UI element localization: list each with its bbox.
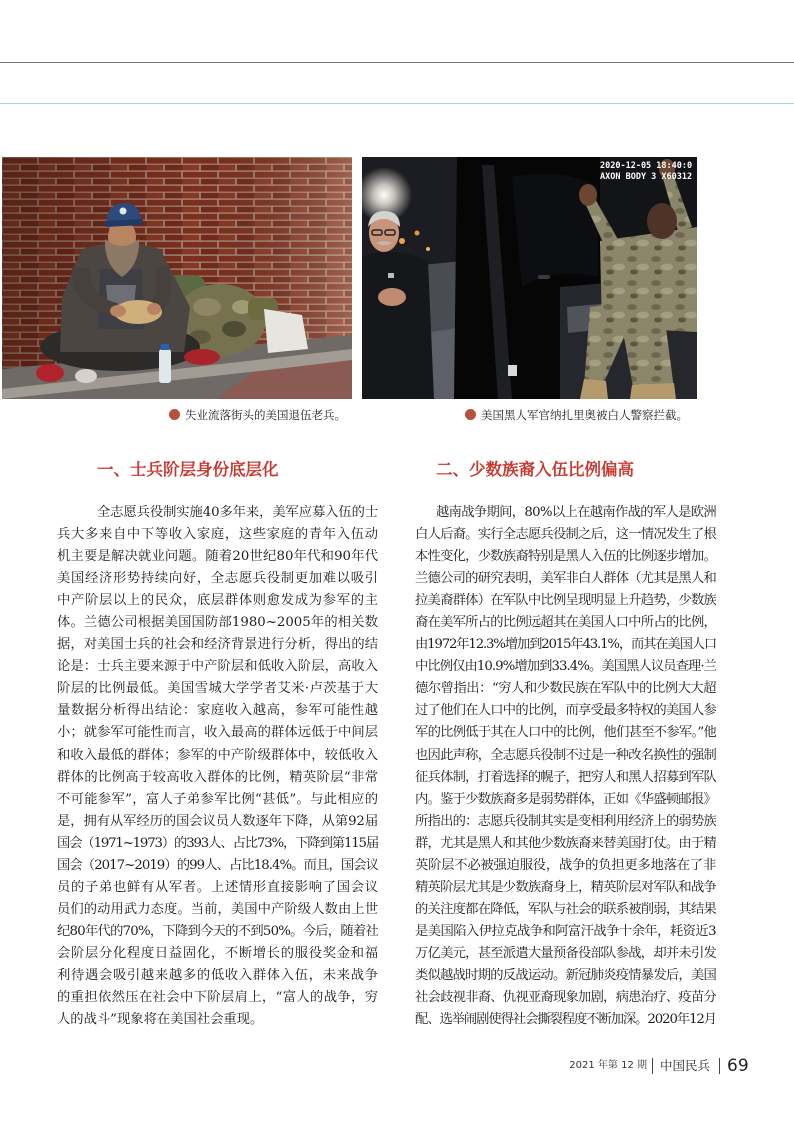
caption-bullet-icon [169, 409, 180, 420]
body-line: 过了他们在人口中的比例，而享受最多特权的美国人参 [415, 703, 716, 719]
body-line: 万亿美元，甚至派遣大量预备役部队参战，却并未引发 [415, 945, 716, 961]
body-line: 中比例仅由10.9%增加到33.4%。美国黑人议员查理·兰 [415, 659, 716, 675]
body-line: 社会歧视非裔、仇视亚裔现象加剧，病患治疗、疫苗分 [415, 990, 716, 1006]
body-line: 国会（1971~1973）的393人、占比73%，下降到第115届 [57, 835, 378, 851]
body-line: 裔在美军所占的比例远超其在美国人口中所占的比例， [415, 615, 716, 631]
body-line: 全志愿兵役制实施40多年来，美军应募入伍的士 [97, 505, 378, 520]
header-rule-gray [0, 62, 794, 63]
body-line: 员的子弟也鲜有从军者。上述情形直接影响了国会议 [57, 879, 378, 895]
body-line: 类似越战时期的反战运动。新冠肺炎疫情暴发后，美国 [415, 967, 716, 983]
body-line: 群体的比例高于较高收入群体的比例，精英阶层“非常 [57, 769, 378, 785]
body-line: 国会（2017~2019）的99人、占比18.4%。而且，国会议 [57, 857, 378, 873]
header-rule-blue [0, 103, 794, 104]
body-line: 量数据分析得出结论：家庭收入越高，参军可能性越 [57, 703, 378, 719]
body-line: 机主要是解决就业问题。随着20世纪80年代和90年代 [57, 549, 378, 565]
body-line: 拉美裔群体）在军队中比例呈现明显上升趋势，少数族 [415, 593, 716, 609]
body-line: 会阶层分化程度日益固化，不断增长的服役奖金和福 [57, 945, 378, 961]
body-line: 和收入最低的群体；参军的中产阶级群体中，较低收入 [57, 747, 378, 763]
footer-divider [719, 1058, 720, 1074]
caption-bullet-icon [465, 409, 476, 420]
bodycam-timestamp: 2020-12-05 18:40:0 [600, 161, 693, 171]
body-line: 论是：士兵主要来源于中产阶层和低收入阶层，高收入 [57, 659, 378, 675]
caption-text: 失业流落街头的美国退伍老兵。 [185, 408, 346, 422]
body-line: 中产阶层以上的民众，底层群体则愈发成为参军的主 [57, 593, 378, 609]
body-line: 的关注度都在降低，军队与社会的联系被削弱，其结果 [415, 901, 716, 917]
body-line: 白人后裔。实行全志愿兵役制之后，这一情况发生了根 [415, 527, 716, 543]
body-line: 兵大多来自中下等收入家庭，这些家庭的青年入伍动 [57, 527, 378, 543]
police-stop-photo [362, 157, 697, 399]
caption-text: 美国黑人军官纳扎里奥被白人警察拦截。 [481, 408, 688, 422]
body-line: 兰德公司的研究表明，美军非白人群体（尤其是黑人和 [415, 571, 716, 587]
body-line: 的重担依然压在社会中下阶层肩上，“富人的战争，穷 [57, 990, 378, 1006]
body-line: 不可能参军”，富人子弟参军比例“甚低”。与此相应的 [57, 791, 378, 807]
body-line: 据，对美国士兵的社会和经济背景进行分析，得出的结 [57, 637, 378, 653]
photo-caption-right [465, 407, 688, 423]
body-line: 人的战斗”现象将在美国社会重现。 [57, 1012, 264, 1028]
body-line: 体。兰德公司根据美国国防部1980~2005年的相关数 [57, 615, 378, 631]
section-heading-2: 二、少数族裔入伍比例偏高 [436, 460, 634, 479]
body-line: 英阶层不必被强迫服役，战争的负担更多地落在了非 [415, 857, 716, 873]
body-line: 由1972年12.3%增加到2015年43.1%，而其在美国人口 [415, 637, 716, 653]
body-line: 所指出的：志愿兵役制其实是变相利用经济上的弱势族 [415, 813, 716, 829]
body-line: 军的比例低于其在人口中的比例，他们甚至不参军。”他 [415, 725, 716, 741]
body-line: 美国经济形势持续向好，全志愿兵役制更加难以吸引 [57, 571, 378, 587]
page-number: 69 [727, 1056, 749, 1076]
magazine-name: 中国民兵 [660, 1058, 711, 1073]
body-line: 小；就参军可能性而言，收入最高的群体远低于中间层 [57, 725, 378, 741]
body-line: 群，尤其是黑人和其他少数族裔来替美国打仗。由于精 [415, 835, 716, 851]
issue-label: 2021 年第 12 期 [569, 1060, 647, 1071]
body-line: 阶层的比例最低。美国雪城大学学者艾米·卢茨基于大 [57, 681, 378, 697]
body-line: 是美国陷入伊拉克战争和阿富汗战争十余年，耗资近3 [415, 923, 716, 939]
footer-divider [652, 1058, 653, 1074]
body-line: 也因此声称，全志愿兵役制不过是一种改名换性的强制 [415, 747, 716, 763]
body-line: 员们的动用武力态度。当前，美国中产阶级人数由上世 [57, 901, 378, 917]
body-line: 本性变化，少数族裔特别是黑人入伍的比例逐步增加。 [415, 549, 716, 565]
bodycam-device-id: AXON BODY 3 X60312 [600, 172, 693, 182]
photo-caption-left [169, 407, 346, 423]
body-column-left [57, 502, 378, 1031]
body-line: 配、选举闹剧使得社会撕裂程度不断加深。2020年12月 [415, 1012, 716, 1028]
body-line: 征兵体制，打着选择的幌子，把穷人和黑人招募到军队 [415, 769, 716, 785]
body-line: 内。鉴于少数族裔多是弱势群体，正如《华盛顿邮报》 [415, 791, 716, 807]
body-line: 越南战争期间，80%以上在越南作战的军人是欧洲 [436, 505, 716, 520]
body-line: 精英阶层尤其是少数族裔身上，精英阶层对军队和战争 [415, 879, 716, 895]
body-line: 利待遇会吸引越来越多的低收入群体入伍，未来战争 [57, 967, 378, 983]
body-column-right [415, 502, 716, 1031]
body-line: 纪80年代的70%，下降到今天的不到50%。今后，随着社 [57, 923, 378, 939]
section-heading-1: 一、士兵阶层身份底层化 [97, 460, 279, 479]
homeless-veteran-photo [2, 157, 352, 399]
body-line: 是，拥有从军经历的国会议员人数逐年下降，从第92届 [57, 813, 378, 829]
body-line: 德尔曾指出：“穷人和少数民族在军队中的比例大大超 [415, 681, 716, 697]
